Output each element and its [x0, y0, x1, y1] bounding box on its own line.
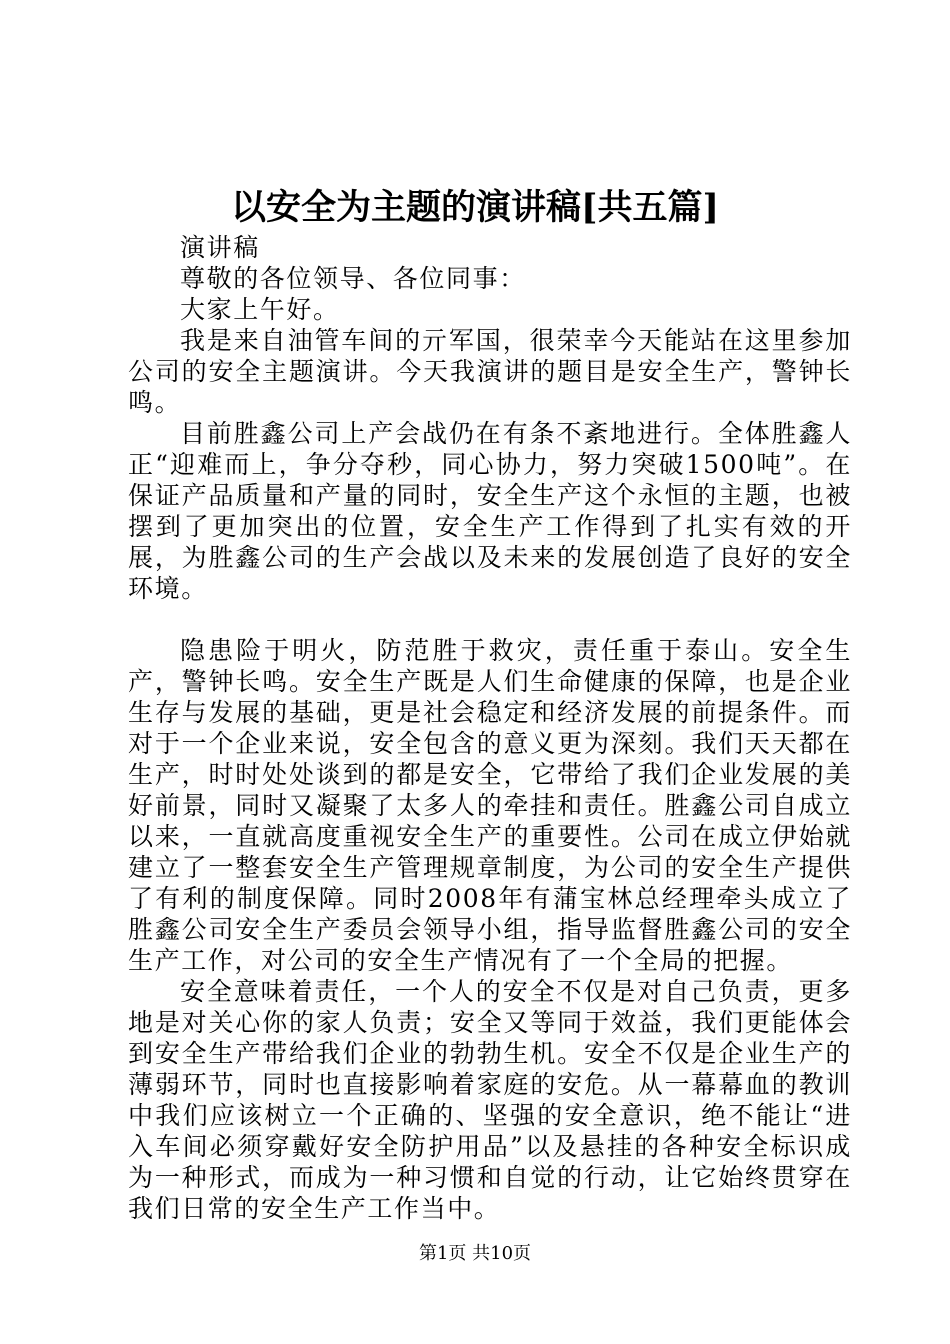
- paragraph-introduction: 我是来自油管车间的亓军国，很荣幸今天能站在这里参加公司的安全主题演讲。今天我演讲的题目是安全生产，警钟长鸣。: [128, 326, 852, 417]
- document-body: [128, 232, 852, 1224]
- paragraph-current-status: 目前胜鑫公司上产会战仍在有条不紊地进行。全体胜鑫人正“迎难而上，争分夺秒，同心协力，努力突破1500吨”。在保证产品质量和产量的同时，安全生产这个永恒的主题，也被摆到了更加突出的位置，安全生产工作得到了扎实有效的开展，为胜鑫公司的生产会战以及未来的发展创造了良好的安全环境。: [128, 419, 852, 603]
- paragraph-safety-importance: 隐患险于明火，防范胜于救灾，责任重于泰山。安全生产，警钟长鸣。安全生产既是人们生命健康的保障，也是企业生存与发展的基础，更是社会稳定和经济发展的前提条件。而对于一个企业来说，安全包含的意义更为深刻。我们天天都在生产，时时处处谈到的都是安全，它带给了我们企业发展的美好前景，同时又凝聚了太多人的牵挂和责任。胜鑫公司自成立以来，一直就高度重视安全生产的重要性。公司在成立伊始就建立了一整套安全生产管理规章制度，为公司的安全生产提供了有利的制度保障。同时2008年有蒲宝林总经理牵头成立了胜鑫公司安全生产委员会领导小组，指导监督胜鑫公司的安全生产工作，对公司的安全生产情况有了一个全局的把握。: [128, 636, 852, 975]
- paragraph-safety-responsibility: 安全意味着责任，一个人的安全不仅是对自己负责，更多地是对关心你的家人负责；安全又等同于效益，我们更能体会到安全生产带给我们企业的勃勃生机。安全不仅是企业生产的薄弱环节，同时也直接影响着家庭的安危。从一幕幕血的教训中我们应该树立一个正确的、坚强的安全意识，绝不能让“进入车间必须穿戴好安全防护用品”以及悬挂的各种安全标识成为一种形式，而成为一种习惯和自觉的行动，让它始终贯穿在我们日常的安全生产工作当中。: [128, 977, 852, 1223]
- document-title: 以安全为主题的演讲稿[共五篇]: [230, 187, 720, 228]
- paragraph-salutation: 尊敬的各位领导、各位同事：: [180, 264, 526, 293]
- page-number: 第1页 共10页: [418, 1243, 532, 1264]
- paragraph-greeting: 大家上午好。: [180, 295, 340, 324]
- paragraph-heading-label: 演讲稿: [180, 233, 260, 262]
